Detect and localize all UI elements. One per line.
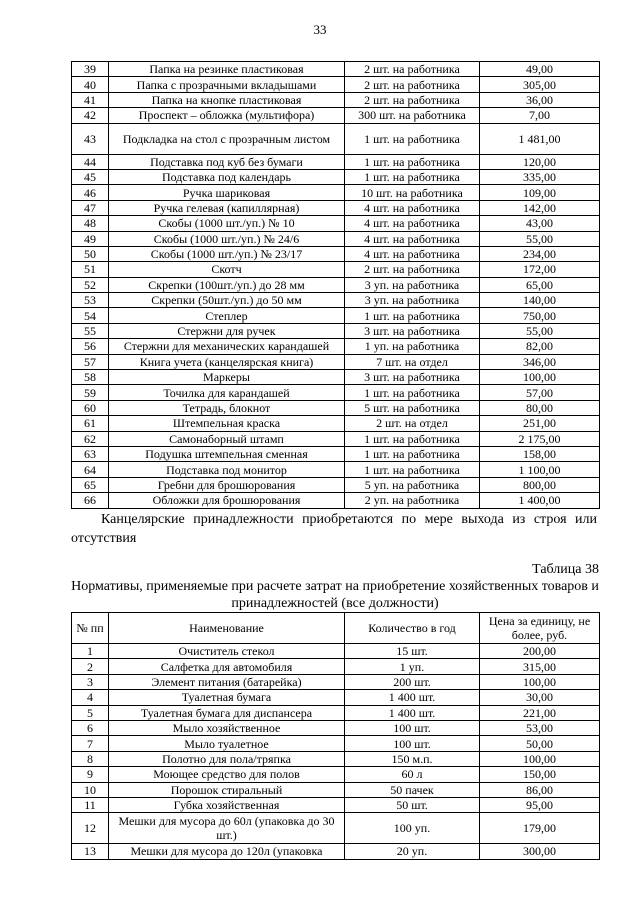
item-name: Гребни для брошюрования [109,477,345,492]
item-name: Моющее средство для полов [109,767,345,782]
item-name: Тетрадь, блокнот [109,400,345,415]
item-quantity: 3 шт. на работника [345,323,480,338]
item-quantity: 50 пачек [345,782,480,797]
item-name: Подставка под календарь [109,169,345,184]
table-row [72,782,600,797]
item-quantity: 2 шт. на отдел [345,416,480,431]
item-quantity: 1 шт. на работника [345,308,480,323]
table-row [72,339,600,354]
row-number: 59 [72,385,109,400]
item-quantity: 50 шт. [345,797,480,812]
table-row [72,736,600,751]
table-row [72,231,600,246]
item-name: Ручка гелевая (капиллярная) [109,200,345,215]
row-number: 65 [72,477,109,492]
item-name: Мыло хозяйственное [109,720,345,735]
item-name: Самонаборный штамп [109,431,345,446]
item-price: 2 175,00 [480,431,600,446]
item-price: 750,00 [480,308,600,323]
row-number: 10 [72,782,109,797]
item-quantity: 300 шт. на работника [345,108,480,123]
item-quantity: 2 шт. на работника [345,62,480,77]
row-number: 39 [72,62,109,77]
header-price: Цена за единицу, не более, руб. [480,613,600,644]
item-price: 82,00 [480,339,600,354]
item-name: Порошок стиральный [109,782,345,797]
row-number: 57 [72,354,109,369]
row-number: 46 [72,185,109,200]
item-quantity: 1 шт. на работника [345,169,480,184]
item-name: Туалетная бумага [109,690,345,705]
page-number: 33 [313,22,327,37]
item-quantity: 60 л [345,767,480,782]
item-price: 100,00 [480,674,600,689]
item-name: Штемпельная краска [109,416,345,431]
item-name: Подставка под монитор [109,462,345,477]
item-price: 7,00 [480,108,600,123]
item-price: 120,00 [480,154,600,169]
item-quantity: 200 шт. [345,674,480,689]
table-row [72,705,600,720]
item-name: Папка на кнопке пластиковая [109,92,345,107]
item-name: Ручка шариковая [109,185,345,200]
item-quantity: 1 шт. на работника [345,462,480,477]
row-number: 1 [72,644,109,659]
item-price: 57,00 [480,385,600,400]
table-row [72,262,600,277]
table-row [72,813,600,844]
row-number: 13 [72,844,109,859]
item-quantity: 2 шт. на работника [345,92,480,107]
item-price: 200,00 [480,644,600,659]
table-row [72,216,600,231]
item-price: 335,00 [480,169,600,184]
item-quantity: 1 шт. на работника [345,385,480,400]
item-name: Подушка штемпельная сменная [109,446,345,461]
row-number: 44 [72,154,109,169]
row-number: 56 [72,339,109,354]
table-row [72,659,600,674]
item-price: 55,00 [480,231,600,246]
item-quantity: 2 шт. на работника [345,262,480,277]
row-number: 12 [72,813,109,844]
row-number: 43 [72,123,109,154]
item-quantity: 2 шт. на работника [345,77,480,92]
table-row [72,690,600,705]
item-quantity: 1 шт. на работника [345,154,480,169]
item-name: Подставка под куб без бумаги [109,154,345,169]
table-row [72,293,600,308]
row-number: 45 [72,169,109,184]
table-row [72,77,600,92]
item-quantity: 1 шт. на работника [345,123,480,154]
item-price: 150,00 [480,767,600,782]
item-name: Мыло туалетное [109,736,345,751]
table-row [72,416,600,431]
item-quantity: 3 уп. на работника [345,293,480,308]
row-number: 41 [72,92,109,107]
table-row [72,462,600,477]
item-name: Мешки для мусора до 120л (упаковка [109,844,345,859]
row-number: 52 [72,277,109,292]
item-name: Очиститель стекол [109,644,345,659]
item-price: 1 400,00 [480,493,600,508]
item-quantity: 4 шт. на работника [345,216,480,231]
item-price: 346,00 [480,354,600,369]
item-price: 43,00 [480,216,600,231]
table-row [72,400,600,415]
table-row [72,751,600,766]
item-quantity: 100 шт. [345,736,480,751]
table-row [72,431,600,446]
item-name: Туалетная бумага для диспансера [109,705,345,720]
table-row [72,277,600,292]
table-row [72,767,600,782]
row-number: 2 [72,659,109,674]
item-name: Салфетка для автомобиля [109,659,345,674]
table-row [72,308,600,323]
item-price: 300,00 [480,844,600,859]
row-number: 49 [72,231,109,246]
item-quantity: 15 шт. [345,644,480,659]
row-number: 8 [72,751,109,766]
table-row [72,108,600,123]
item-quantity: 100 уп. [345,813,480,844]
row-number: 47 [72,200,109,215]
item-name: Скрепки (100шт./уп.) до 28 мм [109,277,345,292]
table-row [72,323,600,338]
item-name: Подкладка на стол с прозрачным листом [109,123,345,154]
item-price: 30,00 [480,690,600,705]
item-price: 315,00 [480,659,600,674]
table-row [72,385,600,400]
table-row [72,92,600,107]
table-header-row [72,613,600,644]
table-row [72,169,600,184]
item-price: 100,00 [480,751,600,766]
table-row [72,797,600,812]
row-number: 58 [72,370,109,385]
item-name: Скобы (1000 шт./уп.) № 24/6 [109,231,345,246]
row-number: 48 [72,216,109,231]
table-row [72,477,600,492]
item-price: 221,00 [480,705,600,720]
row-number: 40 [72,77,109,92]
item-quantity: 1 400 шт. [345,705,480,720]
item-price: 100,00 [480,370,600,385]
row-number: 4 [72,690,109,705]
item-quantity: 4 шт. на работника [345,246,480,261]
item-name: Скобы (1000 шт./уп.) № 23/17 [109,246,345,261]
row-number: 62 [72,431,109,446]
row-number: 64 [72,462,109,477]
item-quantity: 20 уп. [345,844,480,859]
row-number: 53 [72,293,109,308]
item-price: 80,00 [480,400,600,415]
row-number: 42 [72,108,109,123]
item-quantity: 4 шт. на работника [345,231,480,246]
item-price: 142,00 [480,200,600,215]
item-price: 36,00 [480,92,600,107]
row-number: 63 [72,446,109,461]
row-number: 50 [72,246,109,261]
table-title: Нормативы, применяемые при расчете затрат на приобретение хозяйственных товаров и принадлежностей (все должности) [71,579,599,611]
supplies-note: Канцелярские принадлежности приобретаются по мере выхода из строя или отсутствия [71,512,597,546]
item-name: Элемент питания (батарейка) [109,674,345,689]
item-name: Степлер [109,308,345,323]
row-number: 51 [72,262,109,277]
item-name: Скрепки (50шт./уп.) до 50 мм [109,293,345,308]
item-name: Полотно для пола/тряпка [109,751,345,766]
item-price: 158,00 [480,446,600,461]
row-number: 66 [72,493,109,508]
table-row [72,446,600,461]
item-price: 95,00 [480,797,600,812]
item-quantity: 1 400 шт. [345,690,480,705]
item-name: Папка на резинке пластиковая [109,62,345,77]
item-name: Точилка для карандашей [109,385,345,400]
item-name: Скобы (1000 шт./уп.) № 10 [109,216,345,231]
row-number: 54 [72,308,109,323]
table-row [72,62,600,77]
table-row [72,123,600,154]
item-quantity: 7 шт. на отдел [345,354,480,369]
item-price: 1 100,00 [480,462,600,477]
row-number: 55 [72,323,109,338]
table-row [72,370,600,385]
item-name: Проспект – обложка (мультифора) [109,108,345,123]
item-name: Обложки для брошюрования [109,493,345,508]
item-quantity: 5 шт. на работника [345,400,480,415]
item-quantity: 10 шт. на работника [345,185,480,200]
item-name: Мешки для мусора до 60л (упаковка до 30 шт.) [109,813,345,844]
table-row [72,493,600,508]
item-quantity: 5 уп. на работника [345,477,480,492]
item-quantity: 1 шт. на работника [345,431,480,446]
item-price: 86,00 [480,782,600,797]
item-quantity: 150 м.п. [345,751,480,766]
table-row [72,644,600,659]
item-quantity: 3 уп. на работника [345,277,480,292]
row-number: 61 [72,416,109,431]
item-price: 140,00 [480,293,600,308]
item-name: Стержни для механических карандашей [109,339,345,354]
row-number: 7 [72,736,109,751]
table-row [72,844,600,859]
table-row [72,200,600,215]
item-price: 234,00 [480,246,600,261]
item-price: 251,00 [480,416,600,431]
item-price: 172,00 [480,262,600,277]
item-price: 109,00 [480,185,600,200]
item-name: Маркеры [109,370,345,385]
item-quantity: 1 уп. [345,659,480,674]
item-price: 179,00 [480,813,600,844]
item-quantity: 2 уп. на работника [345,493,480,508]
table-row [72,674,600,689]
item-price: 65,00 [480,277,600,292]
item-name: Папка с прозрачными вкладышами [109,77,345,92]
header-quantity: Количество в год [345,613,480,644]
supplies-table [71,61,600,509]
row-number: 60 [72,400,109,415]
row-number: 11 [72,797,109,812]
item-quantity: 3 шт. на работника [345,370,480,385]
item-price: 49,00 [480,62,600,77]
row-number: 9 [72,767,109,782]
item-price: 50,00 [480,736,600,751]
row-number: 6 [72,720,109,735]
table-row [72,246,600,261]
row-number: 3 [72,674,109,689]
header-name: Наименование [109,613,345,644]
item-quantity: 100 шт. [345,720,480,735]
item-price: 305,00 [480,77,600,92]
item-name: Книга учета (канцелярская книга) [109,354,345,369]
table-row [72,720,600,735]
item-price: 800,00 [480,477,600,492]
item-price: 53,00 [480,720,600,735]
item-name: Губка хозяйственная [109,797,345,812]
table-caption: Таблица 38 [532,562,599,577]
table-row [72,354,600,369]
household-goods-table [71,612,600,860]
table-row [72,154,600,169]
item-name: Стержни для ручек [109,323,345,338]
item-price: 55,00 [480,323,600,338]
item-quantity: 1 шт. на работника [345,446,480,461]
header-number: № пп [72,613,109,644]
row-number: 5 [72,705,109,720]
item-quantity: 1 уп. на работника [345,339,480,354]
item-price: 1 481,00 [480,123,600,154]
item-quantity: 4 шт. на работника [345,200,480,215]
table-row [72,185,600,200]
item-name: Скотч [109,262,345,277]
